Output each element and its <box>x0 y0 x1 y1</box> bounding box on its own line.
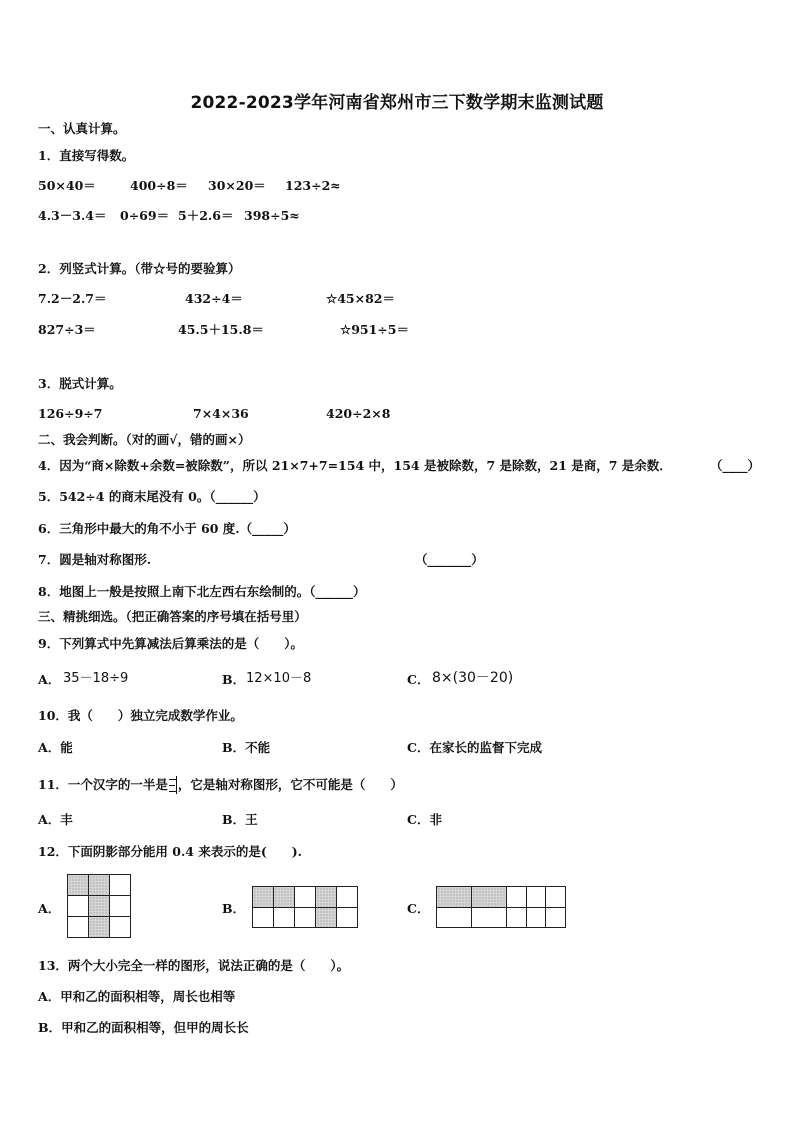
grid-cell <box>253 907 274 928</box>
q4-text: 4．因为“商×除数+余数=被除数”，所以 21×7+7=154 中，154 是被除数，7 是除数，21 是商，7 是余数． <box>38 458 672 473</box>
grid-cell-shaded <box>253 887 274 908</box>
q11-option-b[interactable]: B．王 <box>222 812 258 827</box>
q9-option-b-label[interactable]: B． <box>222 672 246 687</box>
grid-cell <box>507 907 527 928</box>
q2-item: 7.2－2.7＝ <box>38 291 107 306</box>
q1-label: 1．直接写得数。 <box>38 148 135 163</box>
grid-cell <box>437 907 472 928</box>
q2-item: ☆951÷5＝ <box>340 322 409 337</box>
q2-item: ☆45×82＝ <box>326 291 395 306</box>
grid-cell <box>110 896 131 917</box>
q10-option-c[interactable]: C．在家长的监督下完成 <box>407 740 542 755</box>
q3-item: 420÷2×8 <box>326 406 391 421</box>
q12-option-a-label[interactable]: A． <box>38 901 61 916</box>
half-character-icon <box>168 776 178 794</box>
q9-text: 9．下列算式中先算减法后算乘法的是（ ）。 <box>38 636 303 651</box>
q11-option-a[interactable]: A．丰 <box>38 812 73 827</box>
grid-cell <box>526 907 546 928</box>
section2-heading: 二、我会判断。（对的画√，错的画×） <box>38 432 251 447</box>
grid-cell <box>68 896 89 917</box>
grid-cell-shaded <box>316 907 337 928</box>
q1-item: 4.3－3.4＝ <box>38 208 107 223</box>
q9-option-c-label[interactable]: C． <box>407 672 430 687</box>
grid-cell <box>546 887 566 908</box>
grid-cell <box>337 907 358 928</box>
q10-text: 10．我（ ）独立完成数学作业。 <box>38 708 243 723</box>
grid-cell <box>526 887 546 908</box>
q11-text-before: 11．一个汉字的一半是 <box>38 777 168 792</box>
grid-cell-shaded <box>472 887 507 908</box>
grid-cell <box>295 887 316 908</box>
q3-item: 7×4×36 <box>193 406 249 421</box>
q11-text <box>38 776 403 794</box>
q13-text: 13．两个大小完全一样的图形，说法正确的是（ ）。 <box>38 958 350 973</box>
q2-item: 45.5＋15.8＝ <box>178 322 264 337</box>
q7-answer-blank[interactable]: （_______） <box>415 552 484 567</box>
q12-option-b-grid <box>252 886 358 928</box>
grid-cell <box>546 907 566 928</box>
q5-text: 5．542÷4 的商末尾没有 0。（______） <box>38 489 266 504</box>
q2-item: 827÷3＝ <box>38 322 96 337</box>
q9-option-b-expr: 12×10－8 <box>246 671 312 686</box>
q13-option-b[interactable]: B．甲和乙的面积相等，但甲的周长长 <box>38 1020 249 1035</box>
q3-label: 3．脱式计算。 <box>38 376 122 391</box>
q8-text: 8．地图上一般是按照上南下北左西右东绘制的。（______） <box>38 584 366 599</box>
q7-text: 7．圆是轴对称图形. <box>38 552 152 567</box>
q13-option-a[interactable]: A．甲和乙的面积相等，周长也相等 <box>38 989 236 1004</box>
grid-cell-shaded <box>316 887 337 908</box>
q1-item: 0÷69＝ <box>120 208 170 223</box>
q9-option-c-expr: 8×(30－20) <box>432 670 514 686</box>
q4-answer-blank[interactable]: （____） <box>710 458 761 473</box>
q1-item: 5＋2.6＝ <box>178 208 234 223</box>
grid-cell <box>274 907 295 928</box>
q1-item: 50×40＝ <box>38 178 96 193</box>
q2-item: 432÷4＝ <box>185 291 243 306</box>
q1-item: 398÷5≈ <box>244 208 300 223</box>
q12-option-a-grid <box>67 874 131 938</box>
q12-option-b-label[interactable]: B． <box>222 901 246 916</box>
grid-cell <box>110 917 131 938</box>
grid-cell <box>110 875 131 896</box>
grid-cell-shaded <box>437 887 472 908</box>
grid-cell <box>337 887 358 908</box>
q1-item: 123÷2≈ <box>285 178 341 193</box>
grid-cell-shaded <box>89 917 110 938</box>
q11-option-c[interactable]: C．非 <box>407 812 442 827</box>
q12-option-c-label[interactable]: C． <box>407 901 430 916</box>
q1-item: 30×20＝ <box>208 178 266 193</box>
q9-option-a-label[interactable]: A． <box>38 672 61 687</box>
q6-text: 6．三角形中最大的角不小于 60 度.（_____） <box>38 521 296 536</box>
q1-item: 400÷8＝ <box>130 178 188 193</box>
section1-heading: 一、认真计算。 <box>38 121 126 136</box>
q9-option-a-expr: 35－18÷9 <box>63 671 129 686</box>
grid-cell <box>507 887 527 908</box>
grid-cell <box>295 907 316 928</box>
grid-cell-shaded <box>89 875 110 896</box>
q11-text-after: ，它是轴对称图形，它不可能是（ ） <box>177 777 403 792</box>
q3-item: 126÷9÷7 <box>38 406 103 421</box>
q10-option-b[interactable]: B．不能 <box>222 740 271 755</box>
q2-label: 2．列竖式计算。（带☆号的要验算） <box>38 261 241 276</box>
grid-cell-shaded <box>274 887 295 908</box>
q12-option-c-grid <box>436 886 566 928</box>
page-title: 2022-2023学年河南省郑州市三下数学期末监测试题 <box>190 93 604 113</box>
q12-text: 12．下面阴影部分能用 0.4 来表示的是( ). <box>38 844 303 859</box>
section3-heading: 三、精挑细选。（把正确答案的序号填在括号里） <box>38 609 307 624</box>
grid-cell <box>472 907 507 928</box>
grid-cell-shaded <box>68 875 89 896</box>
grid-cell <box>68 917 89 938</box>
q10-option-a[interactable]: A．能 <box>38 740 73 755</box>
grid-cell-shaded <box>89 896 110 917</box>
